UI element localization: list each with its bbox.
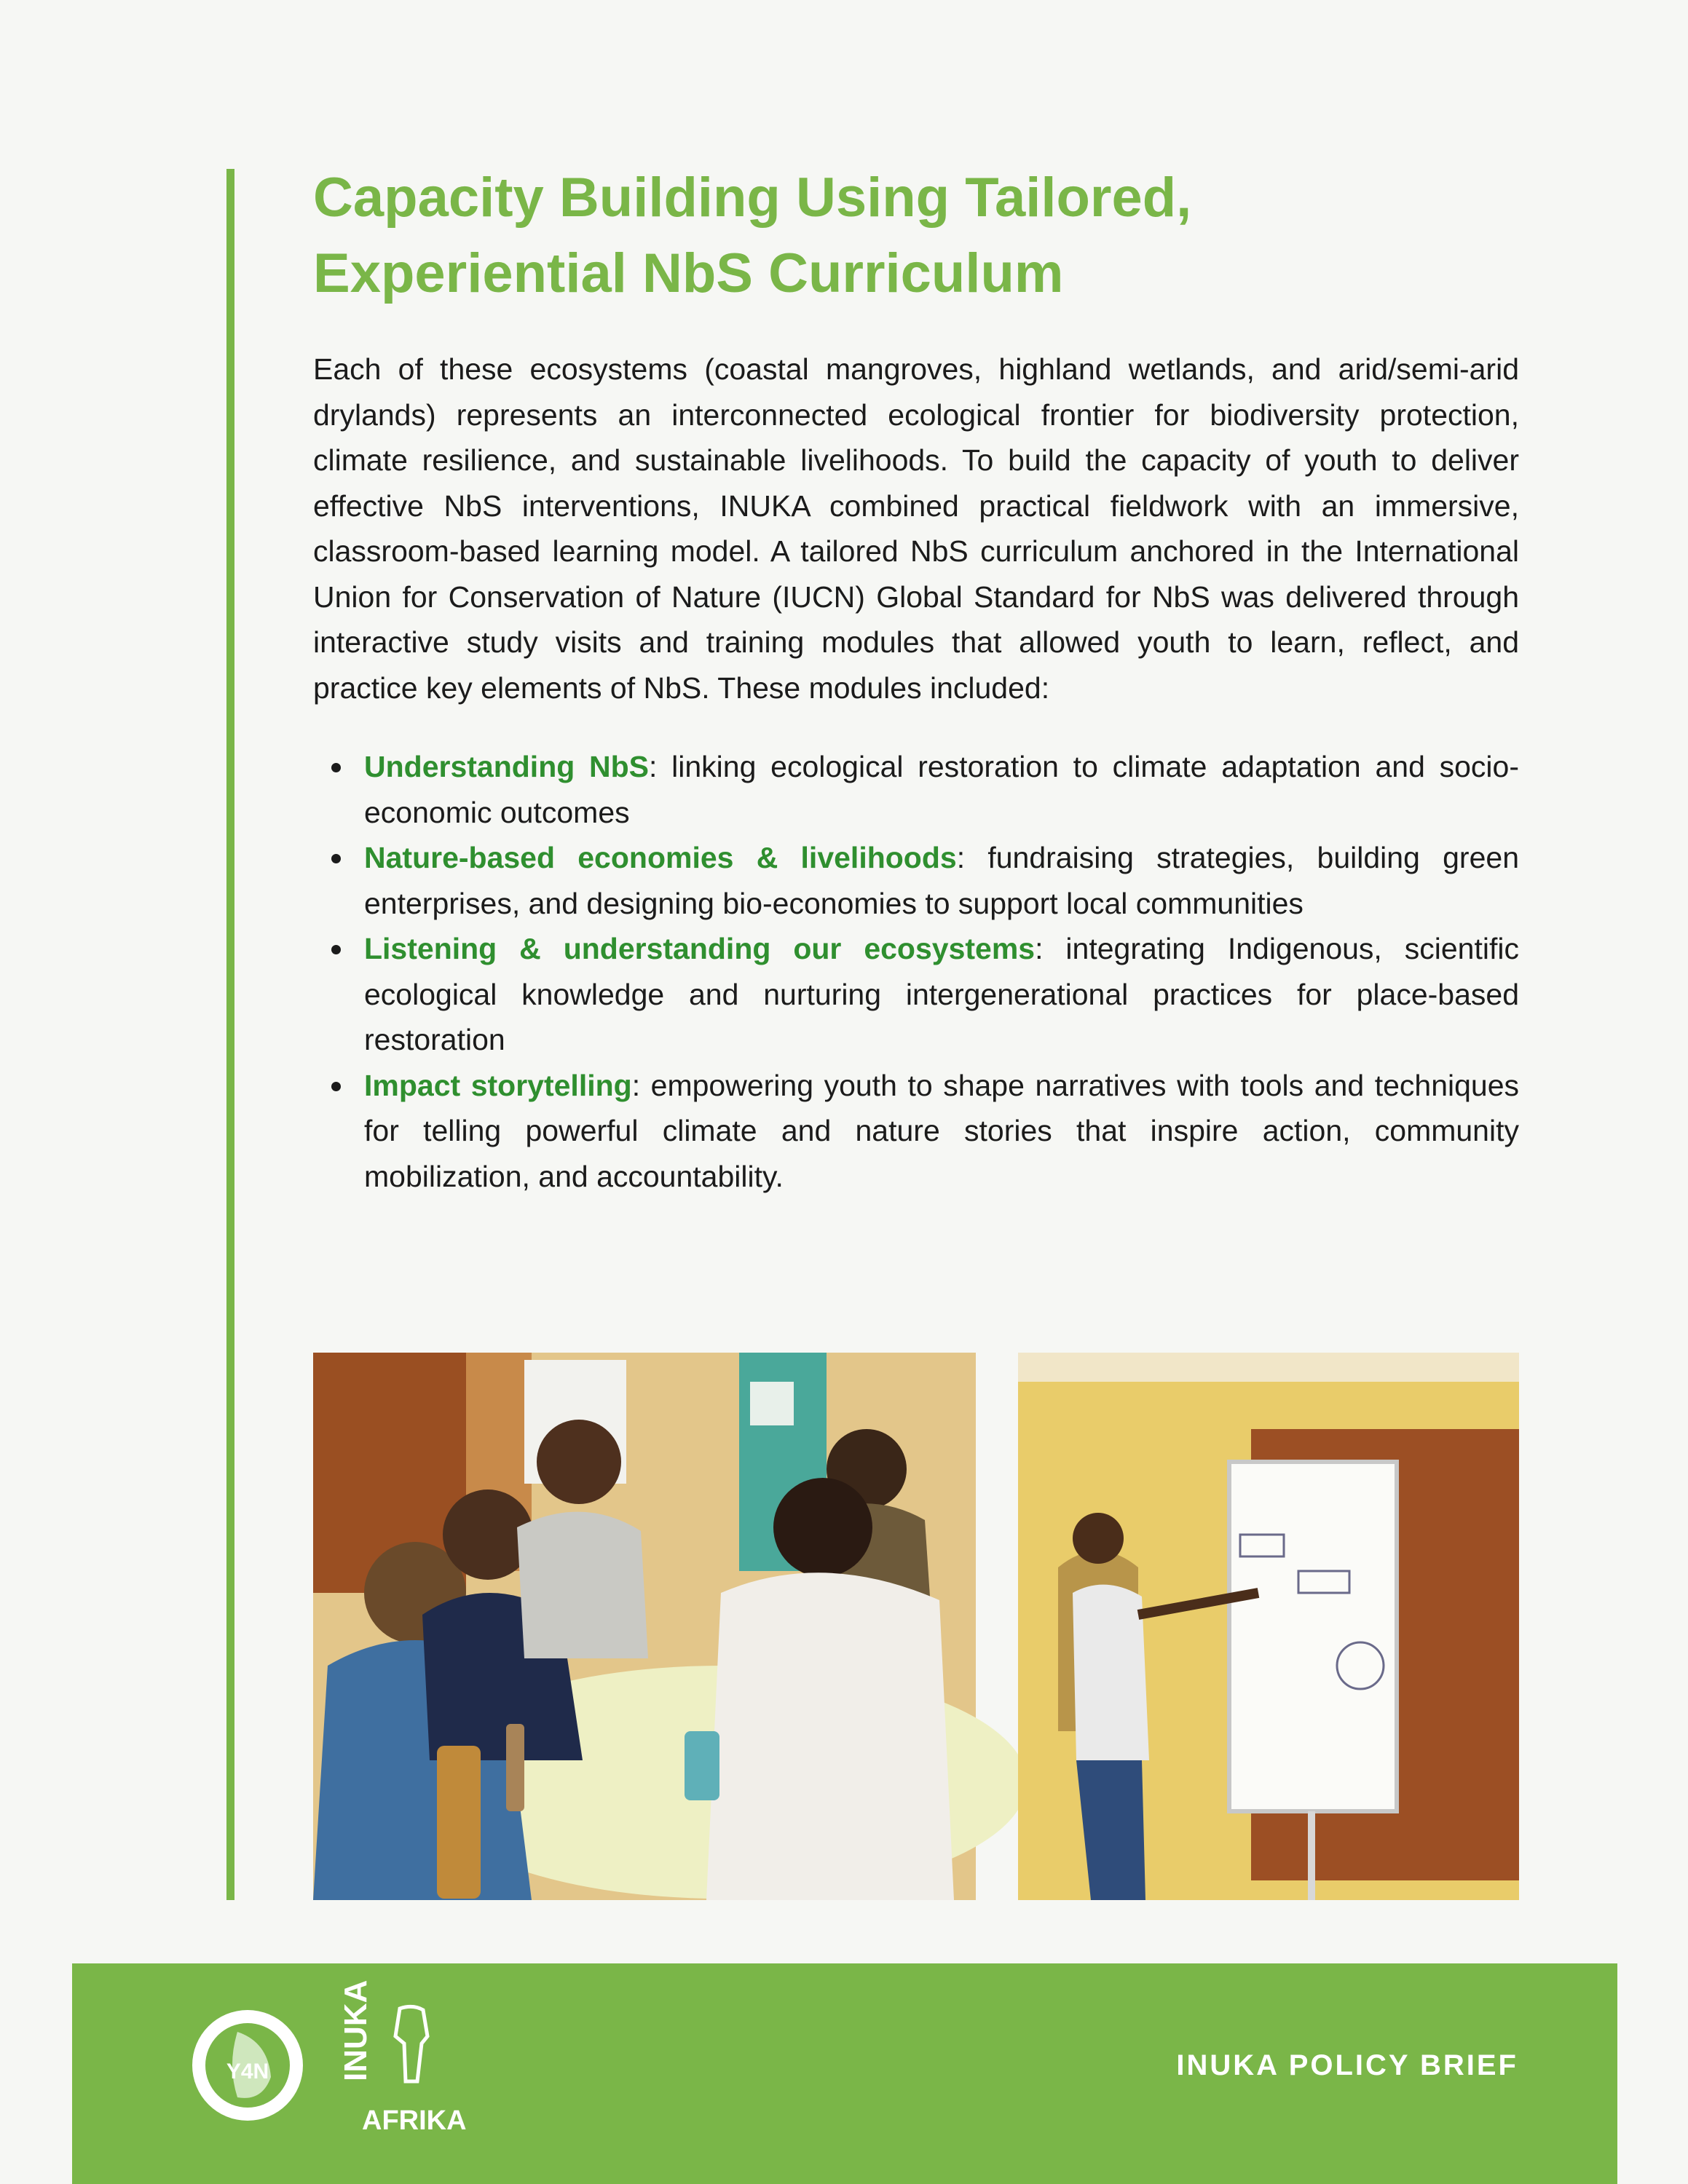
workshop-group-photo	[313, 1353, 976, 1900]
module-term: Understanding NbS	[364, 750, 650, 783]
bullet-icon	[331, 763, 341, 772]
bullet-icon	[331, 1082, 341, 1091]
y4n-logo	[192, 2010, 303, 2121]
heading-line-2: Experiential NbS Curriculum	[313, 242, 1064, 304]
bullet-icon	[331, 854, 341, 863]
module-text: : integrating Indigenous, scientific ecological knowledge and nurturing intergenerational practices for place-based restoration	[364, 932, 1519, 1056]
module-term: Impact storytelling	[364, 1068, 632, 1102]
y4n-logo-text: Y4N	[226, 2060, 269, 2084]
intro-paragraph: Each of these ecosystems (coastal mangroves, highland wetlands, and arid/semi-arid drylands) represents an interconnected ecological frontier for biodiversity protection, climate resilience, and sustainable livelihoods. To build the capacity of youth to deliver effective NbS interventions, INUKA combined practical fieldwork with an immersive, classroom-based learning model. A tailored NbS curriculum anchored in the International Union for Conservation of Nature (IUCN) Global Standard for NbS was delivered through interactive study visits and training modules that allowed youth to learn, reflect, and practice key elements of NbS. These modules included:	[313, 352, 1519, 705]
inuka-afrika-logo	[338, 1979, 467, 2140]
module-text: : fundraising strategies, building green enterprises, and designing bio-economies to support local communities	[364, 841, 1519, 920]
module-term: Listening & understanding our ecosystems	[364, 932, 1036, 965]
facilitator-flipchart-photo	[1018, 1353, 1519, 1900]
module-term: Nature-based economies & livelihoods	[364, 841, 957, 874]
module-item	[313, 744, 1519, 835]
afrika-logo-text: AFRIKA	[362, 2105, 467, 2136]
main-content	[313, 160, 1519, 1199]
module-text: : empowering youth to shape narratives with tools and techniques for telling powerful climate and nature stories that inspire action, community mobilization, and accountability.	[364, 1068, 1520, 1193]
module-text: : linking ecological restoration to climate adaptation and socio-economic outcomes	[364, 750, 1519, 829]
policy-brief-label: INUKA POLICY BRIEF	[1176, 2049, 1518, 2081]
bullet-icon	[331, 945, 341, 954]
module-item	[313, 926, 1519, 1063]
heading-line-1: Capacity Building Using Tailored,	[313, 167, 1192, 229]
page-heading	[313, 160, 1519, 312]
accent-bar	[226, 169, 234, 1900]
module-item	[313, 835, 1519, 926]
module-list	[313, 744, 1519, 1199]
footer-band	[72, 1963, 1617, 2184]
inuka-logo-text: INUKA	[338, 1979, 374, 2081]
module-item	[313, 1063, 1519, 1200]
